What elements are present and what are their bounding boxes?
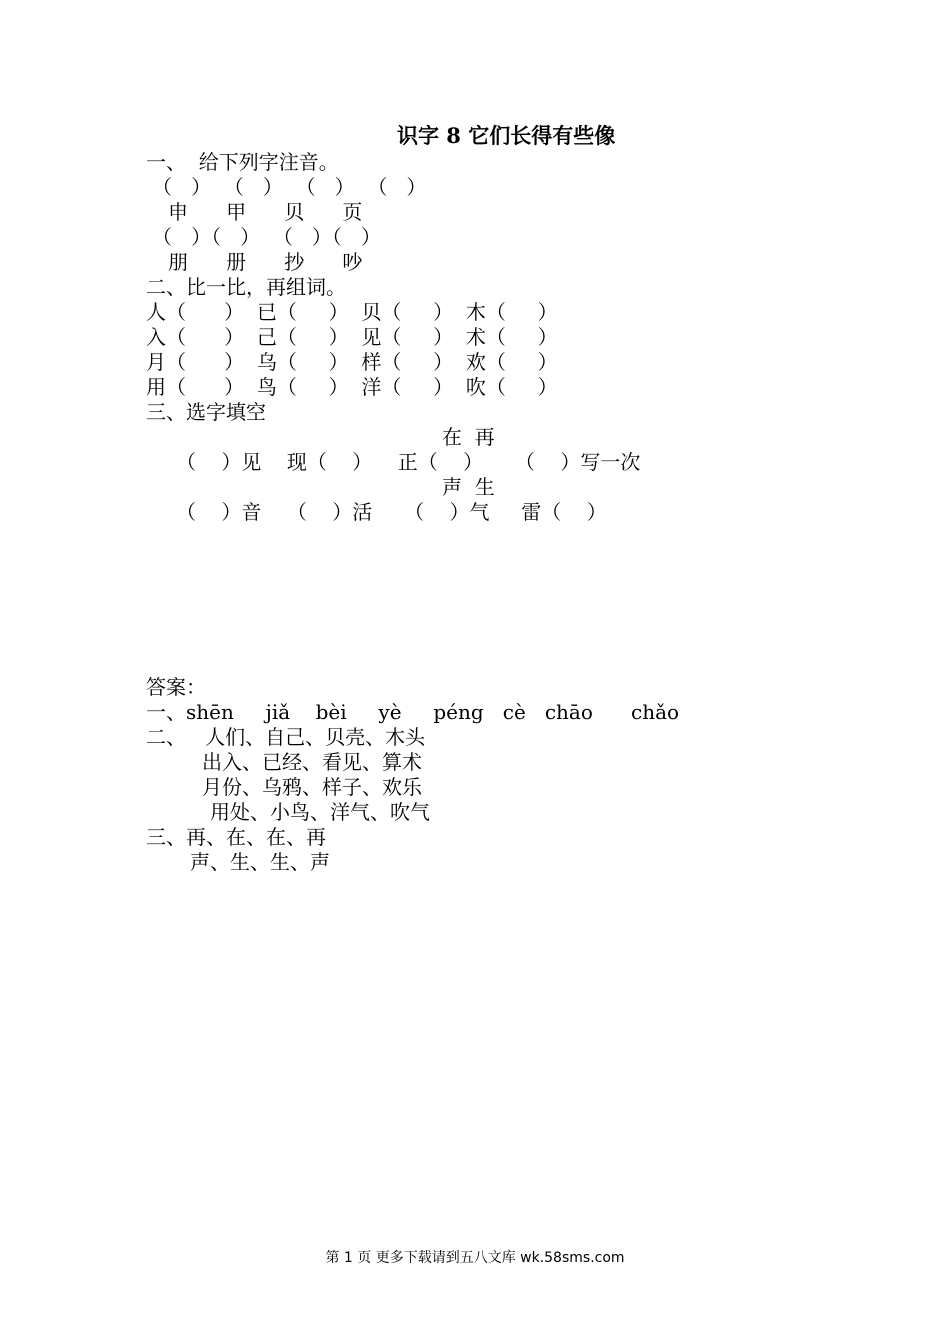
answer-line-6: 三、再、在、在、再 <box>146 825 326 849</box>
compare-row-3: 月（ ） 乌（ ） 样（ ） 欢（ ） <box>146 350 558 374</box>
fill-row-1: （ ）见 现（ ） 正（ ） （ ）写一次 <box>176 450 641 474</box>
choice-words-1: 在 再 <box>442 425 495 449</box>
fill-row-2: （ ）音 （ ）活 （ ）气 雷（ ） <box>176 500 607 524</box>
characters-row-2: 朋 册 抄 吵 <box>168 250 363 274</box>
answer-line-2: 二、 人们、自己、贝壳、木头 <box>146 725 426 749</box>
section-3-heading: 三、选字填空 <box>146 400 266 424</box>
page-title: 识字 8 它们长得有些像 <box>397 123 616 148</box>
section-2-heading: 二、比一比，再组词。 <box>146 275 346 299</box>
pinyin-blanks-row-1: （ ） （ ） （ ） （ ） <box>152 175 427 199</box>
page-footer: 第 1 页 更多下载请到五八文库 wk.58sms.com <box>325 1250 625 1266</box>
section-1-heading: 一、 给下列字注音。 <box>146 150 339 174</box>
compare-row-1: 人（ ） 已（ ） 贝（ ） 木（ ） <box>146 300 558 324</box>
answer-line-3: 出入、已经、看见、算术 <box>202 750 422 774</box>
answer-line-4: 月份、乌鸦、样子、欢乐 <box>202 775 422 799</box>
pinyin-blanks-row-2: （ ）（ ） （ ）（ ） <box>152 225 382 249</box>
choice-words-2: 声 生 <box>442 475 495 499</box>
answer-line-1: 一、shēn jiǎ bèi yè péng cè chāo chǎo <box>146 700 680 724</box>
answer-line-7: 声、生、生、声 <box>190 850 330 874</box>
compare-row-2: 入（ ） 己（ ） 见（ ） 术（ ） <box>146 325 558 349</box>
answers-label: 答案： <box>146 675 206 699</box>
compare-row-4: 用（ ） 鸟（ ） 洋（ ） 吹（ ） <box>146 375 558 399</box>
answer-line-5: 用处、小鸟、洋气、吹气 <box>210 800 430 824</box>
characters-row-1: 申 甲 贝 页 <box>168 200 363 224</box>
